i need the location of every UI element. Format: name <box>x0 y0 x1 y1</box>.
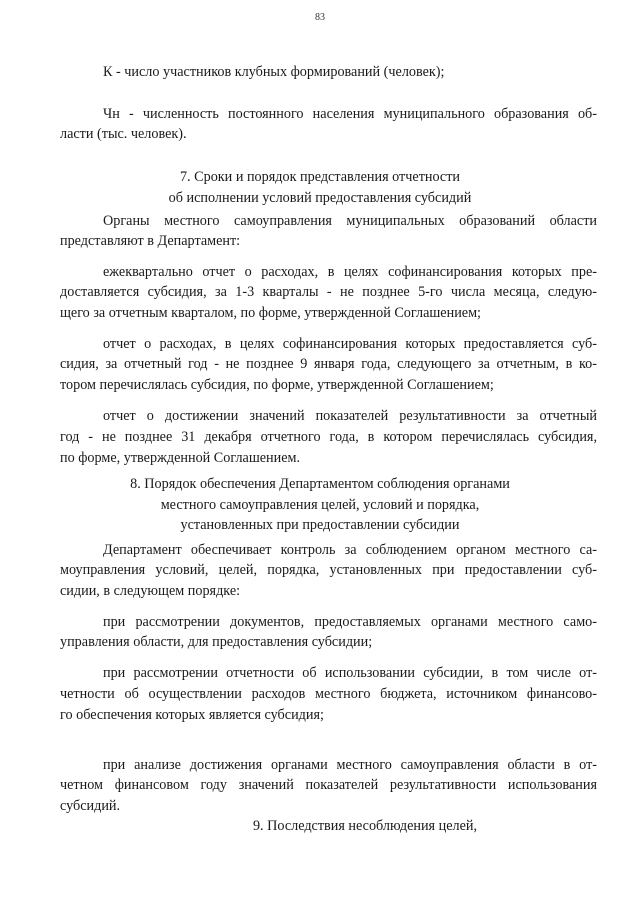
section-7-item-2 <box>103 334 597 355</box>
section-8-title-line-1: 8. Порядок обеспечения Департаментом соблюдения органами <box>130 476 510 492</box>
section-7-title-line-1: 7. Сроки и порядок представления отчетности <box>179 169 461 185</box>
section-8-item-1-line-1: при рассмотрении документов, предоставляемых органами местного само- <box>103 614 597 630</box>
section-8-item-2 <box>103 663 597 684</box>
section-8-item-3-continuation <box>60 775 597 816</box>
section-7-intro-continuation <box>60 231 597 252</box>
section-7-item-1-line-1: ежеквартально отчет о расходах, в целях софинансирования которых пре- <box>103 264 597 280</box>
section-8-item-3-line-2: четном финансовом году значений показателей результативности использования <box>60 777 597 793</box>
section-8-intro-line-1: Департамент обеспечивает контроль за соблюдением органом местного са- <box>103 542 597 558</box>
section-7-item-1-line-3: щего за отчетным кварталом, по форме, утвержденной Соглашением; <box>60 304 482 321</box>
section-8-title <box>0 474 640 536</box>
section-8-intro-continuation <box>60 560 597 601</box>
section-8-intro-line-3: сидии, в следующем порядке: <box>60 582 241 599</box>
section-7-intro-line-1: Органы местного самоуправления муниципальных образований области <box>103 213 597 229</box>
section-7-item-2-line-1: отчет о расходах, в целях софинансирования которых предоставляется суб- <box>103 336 597 352</box>
section-9-title-line-1: 9. Последствия несоблюдения целей, <box>252 818 478 834</box>
section-8-item-1-line-2: управления области, для предоставления субсидии; <box>60 634 373 650</box>
section-7-item-3 <box>103 406 597 427</box>
definition-chn-continuation <box>60 124 597 145</box>
page-number: 83 <box>315 12 325 23</box>
section-7-item-2-continuation <box>60 354 597 395</box>
section-7-item-3-continuation <box>60 427 597 468</box>
section-8-title-line-3: установленных при предоставлении субсидии <box>180 517 460 533</box>
section-8-item-2-continuation <box>60 684 597 725</box>
section-7-item-3-line-1: отчет о достижении значений показателей результативности за отчетный <box>103 408 597 424</box>
section-7-item-3-line-3: по форме, утвержденной Соглашением. <box>60 449 301 466</box>
section-8-item-1-continuation <box>60 632 597 653</box>
section-8-item-2-line-3: го обеспечения которых является субсидия; <box>60 706 324 723</box>
section-8-title-line-2: местного самоуправления целей, условий и порядка, <box>160 496 480 513</box>
definition-chn <box>103 104 597 125</box>
section-7-item-1-line-2: доставляется субсидия, за 1-3 кварталы - не позднее 5-го числа месяца, следую- <box>60 284 597 300</box>
section-8-item-3-line-3: субсидий. <box>60 797 121 814</box>
section-8-item-3 <box>103 755 597 776</box>
section-8-item-3-line-1: при анализе достижения органами местного самоуправления области в от- <box>103 757 597 773</box>
section-7-title-line-2: об исполнении условий предоставления субсидий <box>168 189 472 206</box>
definition-k <box>103 62 597 83</box>
section-7-item-1-continuation <box>60 282 597 323</box>
section-8-intro <box>103 540 597 561</box>
section-8-intro-line-2: моуправления условий, целей, порядка, установленных при предоставлении суб- <box>60 562 597 578</box>
section-8-item-2-line-2: четности об осуществлении расходов местного бюджета, источником финансово- <box>60 686 597 702</box>
section-9-title <box>45 816 640 837</box>
section-7-intro <box>103 211 597 232</box>
section-7-intro-line-2: представляют в Департамент: <box>60 233 241 249</box>
section-7-item-2-line-3: тором перечислялась субсидия, по форме, утвержденной Соглашением; <box>60 376 494 393</box>
section-8-item-1 <box>103 612 597 633</box>
definition-k-line: К - число участников клубных формирований (человек); <box>103 64 445 80</box>
definition-chn-line-2: ласти (тыс. человек). <box>60 126 187 142</box>
section-7-title <box>0 167 640 208</box>
section-7-item-1 <box>103 262 597 283</box>
section-7-item-3-line-2: год - не позднее 31 декабря отчетного года, в котором перечислялась субсидия, <box>60 429 597 445</box>
section-7-item-2-line-2: сидия, за отчетный год - не позднее 9 января года, следующего за отчетным, в ко- <box>60 356 597 372</box>
section-8-item-2-line-1: при рассмотрении отчетности об использовании субсидии, в том числе от- <box>103 665 597 681</box>
definition-chn-line-1: Чн - численность постоянного населения муниципального образования об- <box>103 106 597 122</box>
